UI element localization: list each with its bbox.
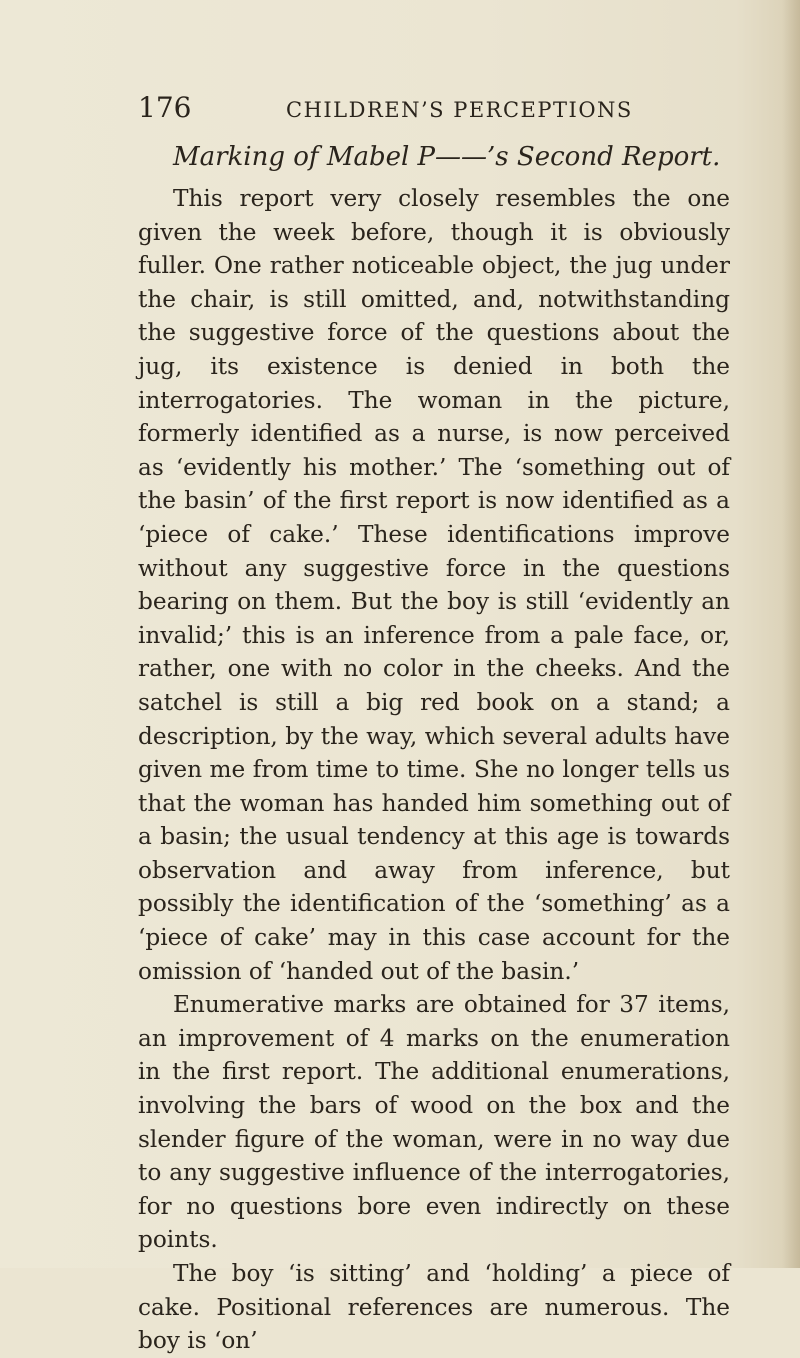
- running-head: CHILDREN’S PERCEPTIONS: [286, 98, 633, 122]
- section-title: Marking of Mabel P——’s Second Report.: [173, 142, 721, 172]
- paragraph-2: Enumerative marks are obtained for 37 items, an improvement of 4 marks on the enumeration in the first report. The additional enumerations, involving the bars of wood on the box and the slender figure of the woman, were in no way due to any suggestive influence of the interrogatories, for no questions bore even indirectly on these points.: [138, 991, 730, 1254]
- page-number: 176: [138, 91, 192, 124]
- paragraph-3: The boy ‘is sitting’ and ‘holding’ a piece of cake. Positional references are numerous. The boy is ‘on’: [138, 1260, 730, 1355]
- page-edge-shadow: [782, 0, 800, 1268]
- body-text: [138, 182, 730, 1358]
- paragraph-1: This report very closely resembles the one given the week before, though it is obviously fuller. One rather noticeable object, the jug under the chair, is still omitted, and, notwithstanding the suggestive force of the questions about the jug, its existence is denied in both the interrogatories. The woman in the picture, formerly identified as a nurse, is now perceived as ‘evidently his mother.’ The ‘something out of the basin’ of the first report is now identified as a ‘piece of cake.’ These identifications improve without any suggestive force in the questions bearing on them. But the boy is still ‘evidently an invalid;’ this is an inference from a pale face, or, rather, one with no color in the cheeks. And the satchel is still a big red book on a stand; a description, by the way, which several adults have given me from time to time. She no longer tells us that the woman has handed him something out of a basin; the usual tendency at this age is towards observation and away from inference, but possibly the identification of the ‘something’ as a ‘piece of cake’ may in this case account for the omission of ‘handed out of the basin.’: [138, 185, 730, 985]
- page-header: [138, 92, 698, 124]
